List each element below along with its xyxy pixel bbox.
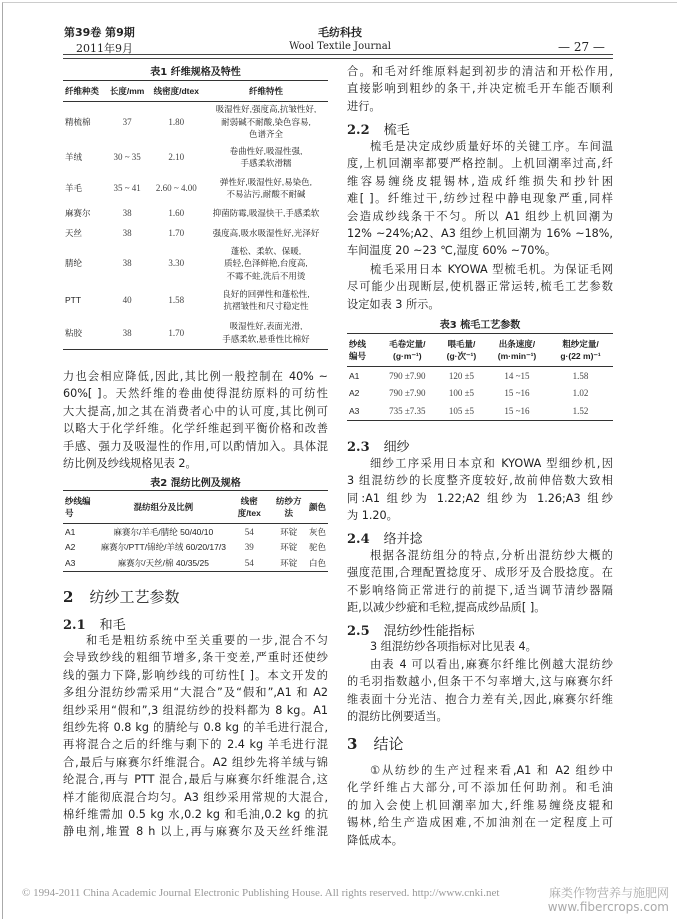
text-line: 的毛羽指数越小,但条干不匀率增大,这与麻赛尔纤	[347, 675, 613, 689]
text-line: 组纱先将 0.8 kg 的腈纶与 0.8 kg 的羊毛进行混合,	[63, 720, 328, 734]
table-cell: 精梳棉	[65, 116, 91, 127]
text-line: 棉纤维需加 0.5 kg 水,0.2 kg 和毛油,0.2 kg 的抗	[63, 807, 328, 821]
text-line: 纶混合,再与 PTT 混合,最后与麻赛尔纤维混合,这	[63, 773, 328, 787]
text-line: 车间温度 20 ~23 ℃,湿度 60% ~70%。	[347, 244, 557, 258]
text-line: 静电剂,堆置 8 h 以上,再与麻赛尔及天丝纤维混	[63, 825, 328, 839]
table-cell: 1.80	[168, 116, 185, 127]
text-line: 的混纺比例要适当。	[347, 710, 448, 724]
text-line: 多组分混纺纱需采用“大混合”及“假和”,A1 和 A2	[63, 686, 328, 700]
column-header: 毛卷定量/ (g·m⁻¹)	[378, 334, 437, 367]
text-line: 进行。	[347, 99, 381, 113]
paragraph-2-2a	[347, 138, 613, 260]
column-header: 线密度/dtex	[149, 81, 204, 102]
paragraph-2-3	[347, 455, 613, 525]
table-row	[63, 204, 328, 224]
table-row	[63, 142, 328, 173]
section-title: 络并捻	[383, 532, 423, 547]
text-line: 度,上机回潮率都要严格控制。上机回潮率过高,纤	[347, 157, 613, 171]
volume-issue: 第39卷 第9期	[64, 26, 135, 39]
table-cell: 38	[122, 327, 132, 338]
table1	[63, 80, 328, 350]
text-line: 会导致纱线的粗细节增多,条干变差,严重时还使纱	[63, 651, 328, 665]
table-cell: 麻赛尔/PTT/锦纶/羊绒 60/20/17/3	[100, 542, 226, 553]
table-cell: 强度高,吸水吸湿性好,光泽好	[212, 228, 320, 239]
copyright-footer: © 1994-2011 China Academic Journal Electronic Publishing House. All rights reserved. http://www.cnki.net	[22, 887, 500, 899]
table-cell: 良好的回弹性和蓬松性, 抗褶皱性和尺寸稳定性	[222, 288, 310, 311]
issue-date: 2011年9月	[76, 42, 133, 55]
section-number: 2	[63, 588, 74, 606]
table-cell: 30 ~ 35	[113, 151, 141, 162]
section-2-4-heading	[347, 528, 613, 547]
table-cell: 1.70	[168, 228, 185, 239]
table-cell: 弹性好,吸湿性好,易染色, 不易沾污,耐酸不耐碱	[219, 176, 313, 199]
table2-caption: 表2 混纺比例及规格	[150, 478, 241, 489]
table2	[63, 490, 328, 572]
table-cell: A1	[65, 526, 76, 537]
table-cell: 环锭	[280, 526, 298, 537]
table-cell: 790 ±7.90	[389, 388, 426, 399]
table-cell: 羊绒	[65, 151, 83, 162]
text-line: 尽可能少出现断层,使机器正常运转,梳毛工艺参数	[347, 280, 613, 294]
text-line: 维表面十分光洁、抱合力差有关,因此,麻赛尔纤维	[347, 692, 613, 706]
section-2-heading	[63, 586, 328, 607]
column-header: 出条速度/ (m·min⁻¹)	[486, 334, 548, 367]
column-header: 纤维特性	[204, 81, 328, 102]
column-header: 纱线编号	[63, 491, 99, 524]
table-row	[63, 102, 328, 142]
table-cell: 1.58	[168, 294, 185, 305]
table-row	[63, 224, 328, 244]
table-cell: 1.02	[572, 388, 589, 399]
table-cell: 吸湿性好,表面光滑, 手感柔软,悬垂性比棉好	[222, 321, 310, 344]
table-cell: 1.52	[572, 406, 589, 416]
text-line: 设定如表 3 所示。	[347, 297, 440, 311]
text-line: 力也会相应降低,因此,其比例一般控制在 40% ~	[63, 370, 328, 383]
paragraph-2-1	[63, 632, 328, 841]
watermark-text: 麻类作物营养与施肥网	[548, 886, 669, 900]
table-cell: 2.60 ~ 4.00	[155, 182, 197, 193]
paragraph-2-5a	[347, 638, 613, 655]
table-cell: 腈纶	[65, 258, 83, 269]
table-cell: 卷曲性好,吸湿性强, 手感柔软滑糯	[229, 145, 303, 168]
journal-title-cn: 毛纺科技	[318, 26, 362, 39]
section-2-5-heading	[347, 620, 613, 639]
paragraph-continued	[347, 63, 613, 115]
table3	[347, 333, 613, 421]
table-row	[63, 524, 328, 540]
column-header: 长度/mm	[106, 81, 149, 102]
section-3-heading	[347, 733, 613, 754]
table-cell: 105 ±5	[448, 406, 475, 416]
table-cell: 天丝	[65, 228, 83, 239]
table-row	[63, 173, 328, 204]
table-row	[347, 403, 613, 421]
column-header: 纱线 编号	[347, 334, 378, 367]
text-line: 合。和毛对纤维原料起到初步的清洁和开松作用,	[347, 65, 613, 78]
table-header-row	[63, 81, 328, 102]
table-cell: 38	[122, 228, 132, 239]
text-line: 合,最后与麻赛尔纤维混合。A2 组纱先将羊绒与锦	[63, 755, 328, 769]
watermark-url: www.fibercrops.com	[547, 900, 669, 914]
table-cell: 54	[244, 526, 254, 537]
text-line: 大大提高,加之其在消费者心中的认可度,其比例可	[63, 404, 328, 418]
section-2-3-heading	[347, 436, 613, 455]
text-line: 样才能彻底混合均匀。A3 组纱采用常规的大混合,	[63, 790, 328, 804]
table-cell: 羊毛	[65, 182, 83, 193]
text-line: 会造成纱线条干不匀。所以 A1 组纱上机回潮为	[347, 209, 613, 223]
section-number: 2.2	[347, 123, 370, 138]
text-line: 12% ~24%;A2、A3 组纱上机回潮为 16% ~18%,	[347, 226, 613, 240]
table-cell: 54	[244, 558, 254, 568]
paragraph-fiber-ratio	[63, 368, 328, 472]
table3-caption: 表3 梳毛工艺参数	[439, 320, 521, 331]
table-cell: A2	[65, 542, 76, 553]
text-line: 线的强力下降,影响纱线的可纺性[ ]。本文开发的	[63, 668, 328, 682]
section-number: 3	[347, 735, 358, 753]
text-line: 3 组混纺纱的长度整齐度较好,故前伸倍数大致相	[347, 474, 613, 488]
table-cell: 40	[122, 294, 132, 305]
table-cell: 1.70	[168, 327, 185, 338]
column-header: 线密度/tex	[228, 491, 271, 524]
section-title: 结论	[373, 735, 404, 753]
table-cell: 735 ±7.35	[389, 406, 426, 416]
table-cell: 1.58	[572, 370, 589, 381]
table-row	[63, 556, 328, 572]
text-line: 由表 4 可以看出,麻赛尔纤维比例越大混纺纱	[370, 658, 613, 671]
column-header: 颜色	[307, 491, 328, 524]
table-cell: 100 ±5	[448, 388, 475, 399]
table-row	[347, 385, 613, 403]
text-line: 细纱工序采用日本京和 KYOWA 型细纱机,因	[370, 457, 613, 470]
paragraph-2-5b	[347, 656, 613, 726]
paragraph-2-2b	[347, 261, 613, 313]
table-header-row	[347, 334, 613, 367]
table-cell: 37	[122, 116, 132, 127]
section-title: 梳毛	[383, 123, 410, 138]
table-cell: 灰色	[308, 526, 326, 537]
table-cell: 环锭	[280, 542, 298, 553]
text-line: 3 组混纺纱各项指标对比见表 4。	[370, 640, 537, 653]
table-row	[63, 317, 328, 350]
table-cell: 驼色	[308, 542, 326, 553]
table-cell: 麻赛尔	[65, 208, 91, 219]
section-number: 2.5	[347, 624, 370, 639]
table-cell: A2	[349, 388, 360, 399]
table-cell: 麻赛尔/羊毛/腈纶 50/40/10	[113, 526, 214, 537]
text-line: 根据各混纺组分的特点,分析出混纺纱大概的	[370, 549, 613, 562]
text-line: 强度范围,合理配置捻度牙、成形牙及合股捻度。在	[347, 566, 613, 580]
table-cell: A1	[349, 370, 360, 381]
section-number: 2.1	[63, 618, 86, 633]
table1-caption: 表1 纤维规格及特性	[150, 67, 241, 78]
table-cell: 2.10	[168, 151, 185, 162]
text-line: 手感、强力及吸湿性的作用,可以酌情加入。具体混	[63, 439, 328, 453]
table-cell: 抑菌防霉,吸湿快干,手感柔软	[212, 208, 320, 219]
text-line: 纺比例及纱线规格见表 2。	[63, 456, 197, 470]
table-cell: 白色	[308, 558, 326, 568]
page-number: — 27 —	[558, 40, 605, 54]
column-header: 混纺组分及比例	[99, 491, 228, 524]
text-line: 为 1.20。	[347, 509, 398, 523]
text-line: 同:A1 组纱为 1.22;A2 组纱为 1.26;A3 组纱	[347, 491, 613, 505]
text-line: 组纱采用“假和”,3 组混纺纱的投料都为 8 kg。A1	[63, 703, 328, 717]
text-line: 以略大于化学纤维。化学纤维起到平衡价格和改善	[63, 422, 328, 436]
text-line: 60%[ ]。天然纤维的卷曲使得混纺原料的可纺性	[63, 387, 328, 401]
text-line: 和毛是粗纺系统中至关重要的一步,混合不匀	[86, 634, 328, 647]
header-rule	[63, 54, 613, 59]
table-cell: 15 ~16	[504, 406, 530, 416]
table-cell: 蓬松、柔软、保暖, 质轻,色泽鲜艳,台度高, 不霉不蛀,洗后不用烫	[224, 245, 308, 281]
text-line: 降低成本。	[347, 833, 403, 847]
text-line: ①从纺纱的生产过程来看,A1 和 A2 组纱中	[370, 764, 613, 777]
column-header: 喂毛量/ (g·次⁻¹)	[437, 334, 486, 367]
text-line: 距,以减少纱疵和毛粒,提高成纱品质[ ]。	[347, 601, 546, 615]
paragraph-conclusion	[347, 762, 613, 849]
text-line: 难[ ]。纤维过干,纺纱过程中静电现象严重,同样	[347, 192, 613, 206]
table-cell: 38	[122, 258, 132, 269]
section-number: 2.4	[347, 532, 370, 547]
table-cell: 35 ~ 41	[113, 182, 141, 193]
table-row	[63, 540, 328, 556]
text-line: 直接影响到粗纱的条干,并决定梳毛开车能否顺利	[347, 82, 613, 96]
column-header: 纺纱方法	[271, 491, 307, 524]
section-title: 细纱	[383, 440, 410, 455]
text-line: 不影响络筒正常进行的前提下,适当调节清纱器隔	[347, 583, 613, 597]
table-cell: PTT	[65, 294, 82, 305]
table-header-row	[63, 491, 328, 524]
table-row	[63, 244, 328, 284]
text-line: 梳毛是决定成纱质量好坏的关键工序。车间温	[370, 140, 613, 153]
table-cell: A3	[349, 406, 360, 416]
watermark	[548, 886, 669, 914]
section-2-2-heading	[347, 119, 613, 138]
text-line: 锡林,给生产造成困难,不加油剂在一定程度上可	[347, 816, 613, 830]
text-line: 化学纤维占大部分,可不添加任何助剂。和毛油	[347, 781, 613, 795]
journal-title-en: Wool Textile Journal	[289, 41, 391, 52]
table-cell: 38	[122, 208, 132, 219]
section-2-1-heading	[63, 614, 328, 633]
text-line: 的加入会使上机回潮率加大,纤维易缠绕皮辊和	[347, 798, 613, 812]
table-cell: 790 ±7.90	[389, 370, 426, 381]
column-header: 粗纱定量/ g·(22 m)⁻¹	[548, 334, 613, 367]
text-line: 维容易缠绕皮辊锡林,造成纤维损失和抄针困	[347, 174, 613, 188]
table-cell: 14 ~15	[504, 370, 530, 381]
table-cell: 粘胶	[65, 327, 83, 338]
table-cell: 39	[244, 542, 254, 553]
table-cell: 环锭	[280, 558, 298, 568]
table-cell: A3	[65, 558, 76, 568]
table-cell: 吸湿性好,强度高,抗皱性好, 耐弱碱不耐酸,染色容易, 色谱齐全	[215, 104, 317, 139]
section-title: 纺纱工艺参数	[89, 588, 180, 606]
table-cell: 15 ~16	[504, 388, 530, 399]
table-cell: 麻赛尔/天丝/棉 40/35/25	[117, 558, 209, 568]
table-cell: 3.30	[168, 258, 185, 269]
section-title: 混纺纱性能指标	[383, 624, 475, 639]
table-cell: 120 ±5	[448, 370, 475, 381]
table-row	[347, 367, 613, 385]
section-title: 和毛	[99, 618, 126, 633]
section-number: 2.3	[347, 440, 370, 455]
text-line: 梳毛采用日本 KYOWA 型梳毛机。为保证毛网	[370, 263, 613, 276]
paragraph-2-4	[347, 547, 613, 617]
table-cell: 1.60	[168, 208, 185, 219]
column-header: 纤维种类	[63, 81, 106, 102]
table-row	[63, 284, 328, 317]
text-line: 再将混合之后的纤维与剩下的 2.4 kg 羊毛进行混	[63, 738, 328, 752]
